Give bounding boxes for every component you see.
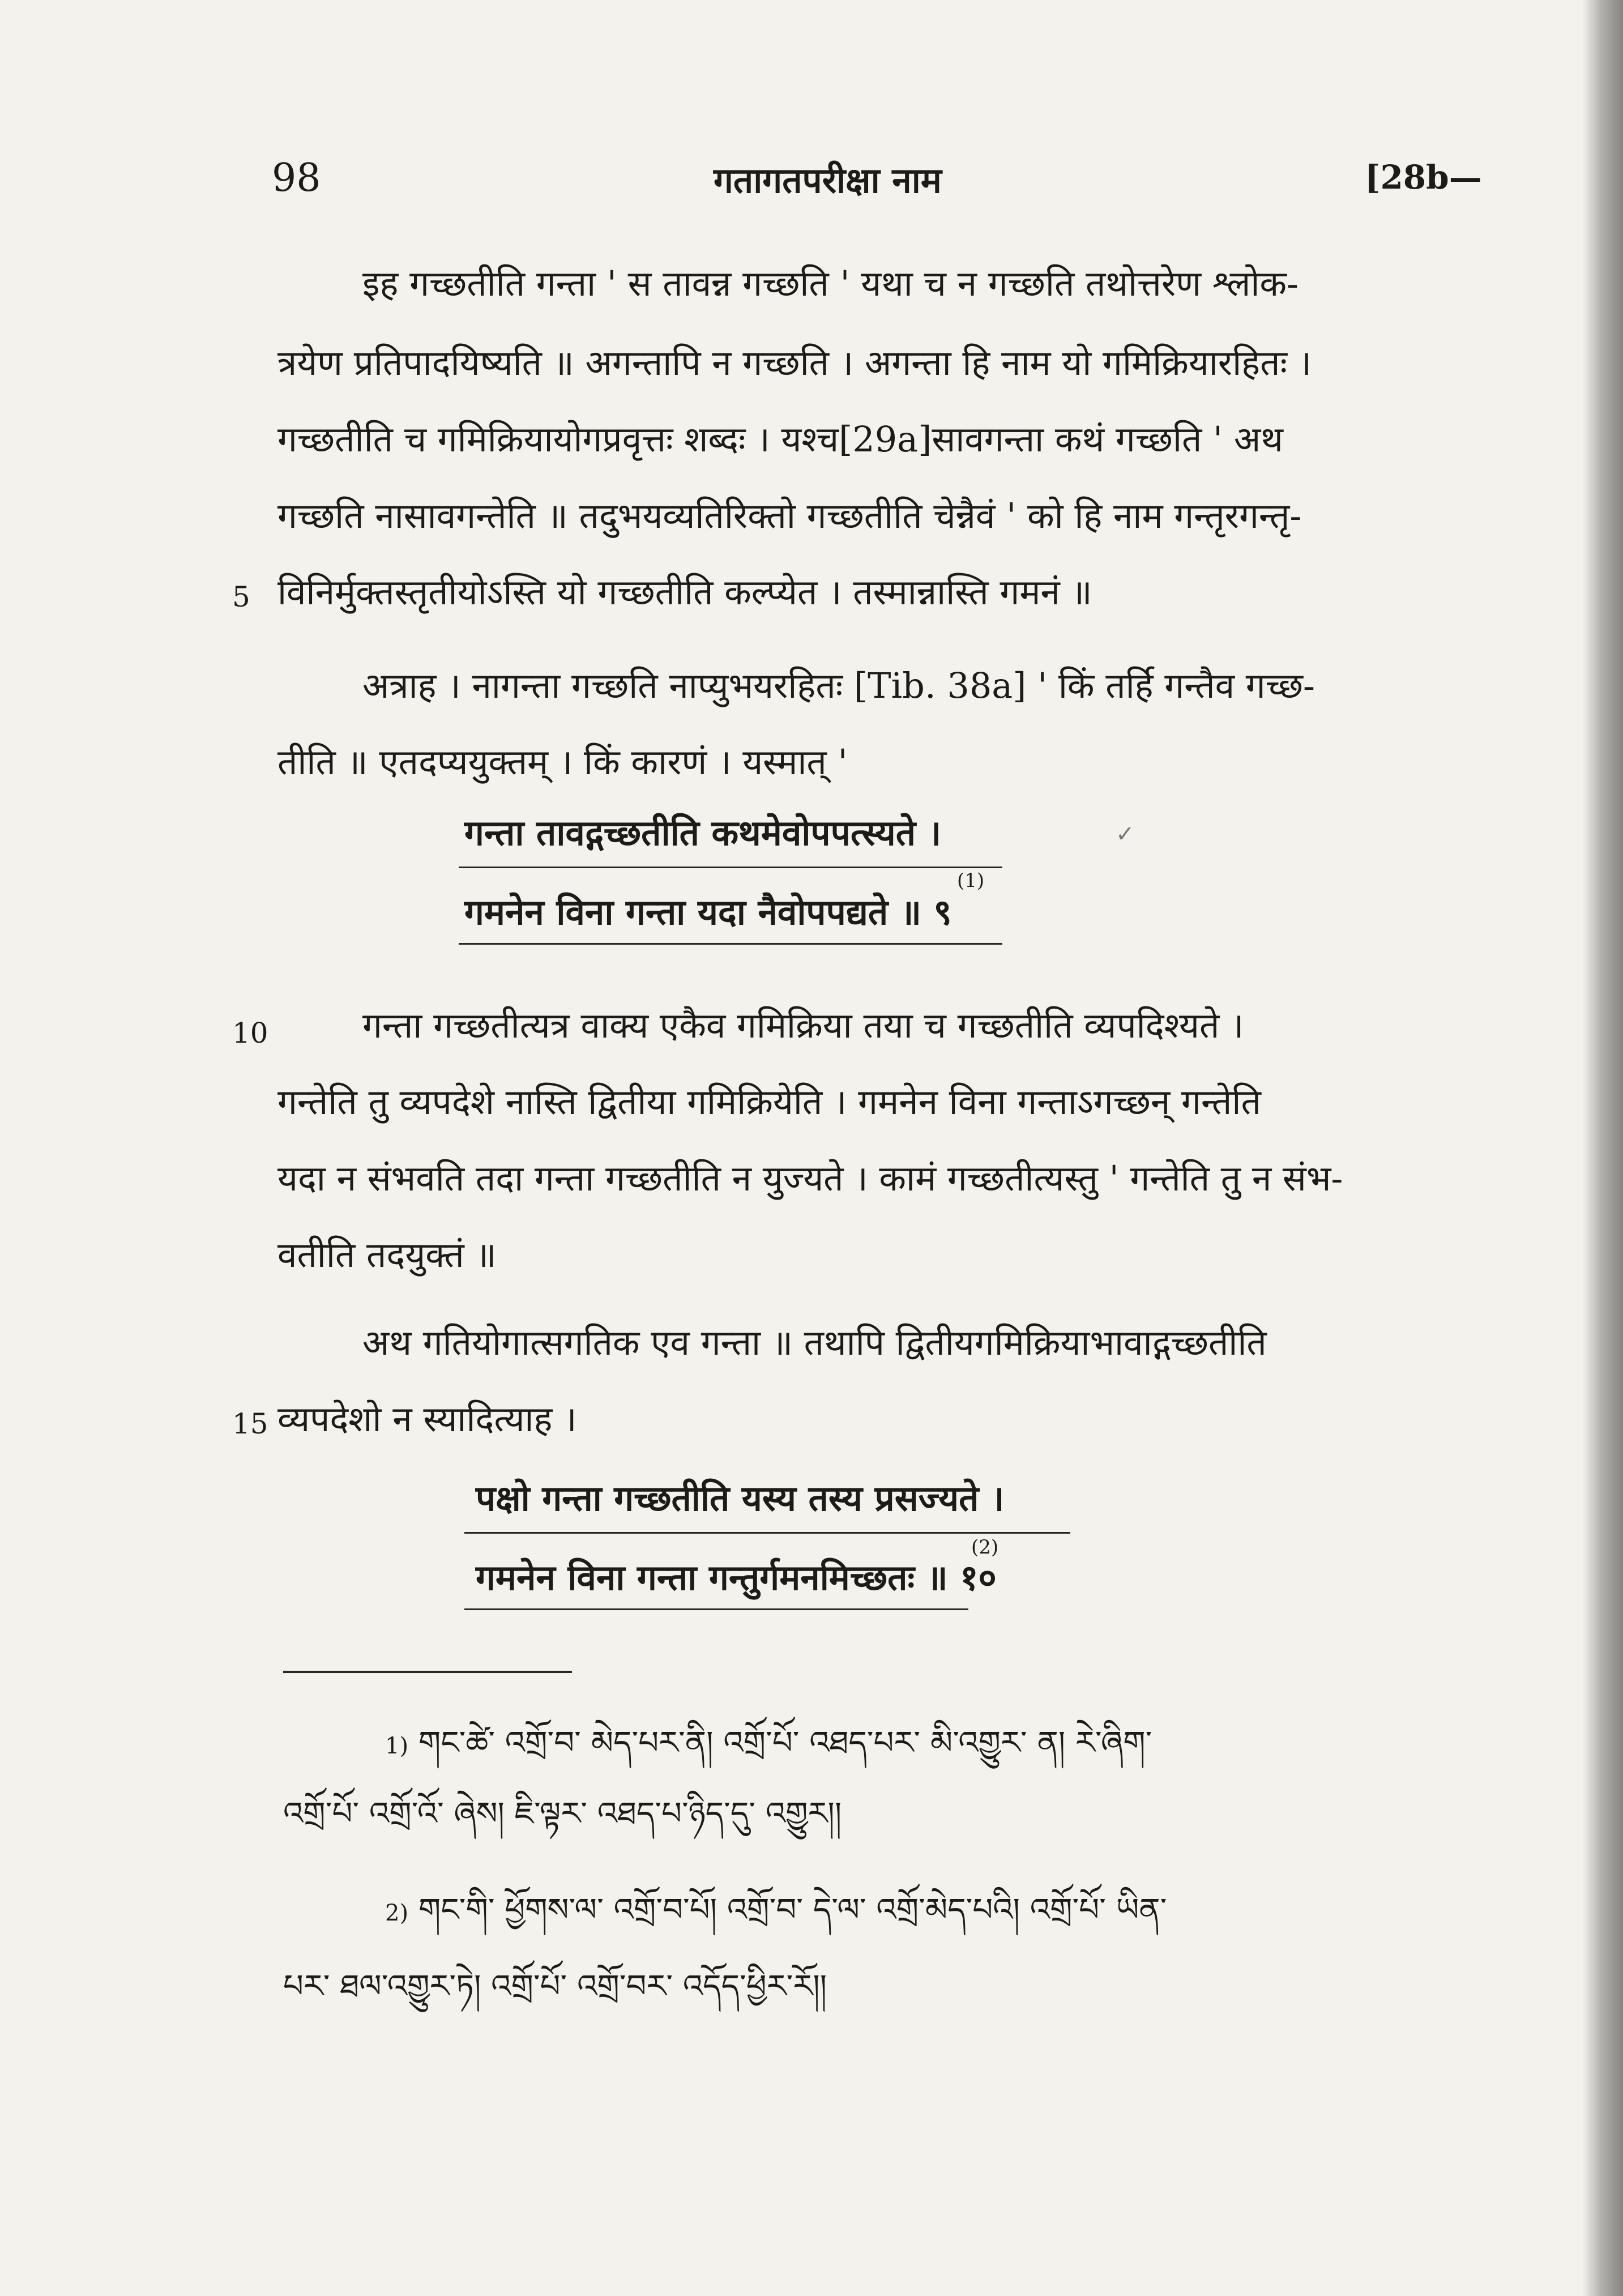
text-line: गच्छति नासावगन्तेति ॥ तदुभयव्यतिरिक्तो गच्छतीति चेन्नैवं ' को हि नाम गन्तृरगन्तृ- [277, 495, 1302, 536]
text-line: गन्तेति तु व्यपदेशे नास्ति द्वितीया गमिक्रियेति । गमनेन विना गन्ताऽगच्छन् गन्तेति [277, 1081, 1261, 1123]
footnote-text: གང་ཚེ་ འགྲོ་བ་ མེད་པར་ནི། འགྲོ་པོ་ འཐད་པར་ མི་འགྱུར་ ན། རེ་ཞིག་ [418, 1725, 1152, 1761]
page-edge-shadow [1582, 0, 1623, 2296]
verse-underline [464, 1532, 1070, 1534]
verse-underline [459, 867, 1002, 868]
footnote-separator [283, 1671, 572, 1673]
verse-line: गमनेन विना गन्ता गन्तुर्गमनमिच्छतः ॥ १० [476, 1557, 997, 1598]
footnote-1 [385, 1727, 1152, 1759]
text-line: गन्ता गच्छतीत्यत्र वाक्य एकैव गमिक्रिया तया च गच्छतीति व्यपदिश्यते । [362, 1005, 1244, 1046]
footnote-2-continuation: པར་ ཐལ་འགྱུར་ཏེ། འགྲོ་པོ་ འགྲོ་བར་ འདོད་ཕྱིར་རོ།། [283, 1968, 827, 2005]
text-line: वतीति तदयुक्तं ॥ [277, 1234, 497, 1275]
footnote-number: 2) [385, 1900, 409, 1926]
footnote-marker: (2) [971, 1536, 999, 1559]
line-number: 15 [232, 1407, 268, 1440]
text-line: यदा न संभवति तदा गन्ता गच्छतीति न युज्यते । कामं गच्छतीत्यस्तु ' गन्तेति तु न संभ- [277, 1158, 1343, 1199]
page-header [0, 156, 1623, 207]
verse-line: पक्षो गन्ता गच्छतीति यस्य तस्य प्रसज्यते । [476, 1478, 1005, 1519]
line-number: 10 [232, 1017, 268, 1049]
footnote-number: 1) [385, 1733, 409, 1759]
running-title: गतागतपरीक्षा नाम [714, 160, 942, 201]
text-line: त्रयेण प्रतिपादयिष्यति ॥ अगन्तापि न गच्छति । अगन्ता हि नाम यो गमिक्रियारहितः । [277, 342, 1312, 383]
folio-reference: [28b— [1365, 158, 1482, 197]
verse-underline [464, 1608, 968, 1610]
verse-line: गन्ता तावद्गच्छतीति कथमेवोपपत्स्यते । [464, 812, 942, 853]
footnote-1-continuation: འགྲོ་པོ་ འགྲོ་འོ་ ཞེས། ཇི་ལྟར་ འཐད་པ་ཉིད་དུ་ འགྱུར།། [283, 1795, 842, 1832]
footnote-text: གང་གི་ ཕྱོགས་ལ་ འགྲོ་བ་པོ། འགྲོ་བ་ དེ་ལ་ འགྲོ་མེད་པའི། འགྲོ་པོ་ ཡིན་ [418, 1892, 1167, 1928]
verse-underline [459, 943, 1002, 945]
verse-line: गमनेन विना गन्ता यदा नैवोपपद्यते ॥ ९ [464, 891, 952, 933]
line-number: 5 [232, 581, 250, 613]
text-line: व्यपदेशो न स्यादित्याह । [277, 1398, 577, 1440]
text-line: अथ गतियोगात्सगतिक एव गन्ता ॥ तथापि द्वितीयगमिक्रियाभावाद्गच्छतीति [362, 1322, 1267, 1363]
page-number: 98 [272, 156, 321, 200]
text-line: अत्राह । नागन्ता गच्छति नाप्युभयरहितः [Tib. 38a] ' किं तर्हि गन्तैव गच्छ- [362, 665, 1315, 706]
text-line: विनिर्मुक्तस्तृतीयोऽस्ति यो गच्छतीति कल्प्येत । तस्मान्नास्ति गमनं ॥ [277, 571, 1092, 613]
footnote-2 [385, 1894, 1167, 1926]
footnote-marker: (1) [957, 869, 985, 892]
pencil-mark: ✓ [1116, 821, 1135, 847]
text-line: तीति ॥ एतदप्ययुक्तम् । किं कारणं । यस्मात् ' [277, 741, 848, 783]
text-line: गच्छतीति च गमिक्रियायोगप्रवृत्तः शब्दः । यश्च[29a]सावगन्ता कथं गच्छति ' अथ [277, 419, 1283, 460]
text-line: इह गच्छतीति गन्ता ' स तावन्न गच्छति ' यथा च न गच्छति तथोत्तरेण श्लोक- [362, 263, 1299, 304]
